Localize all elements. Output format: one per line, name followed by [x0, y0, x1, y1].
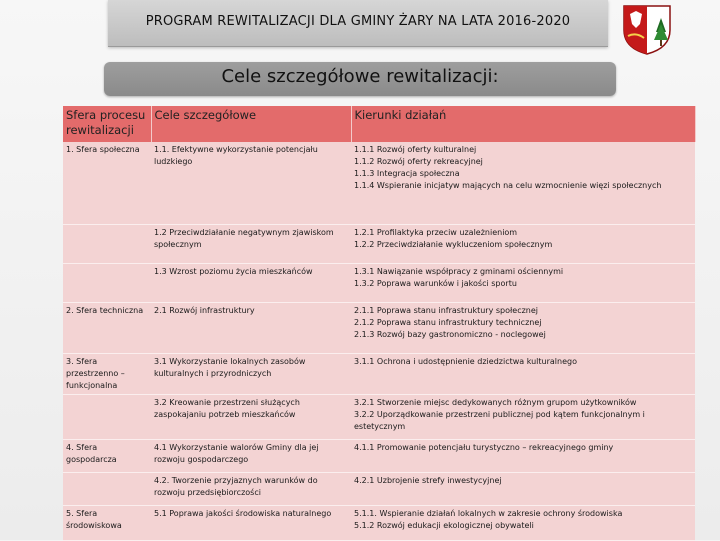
- sphere-label: 4. Sfera gospodarcza: [66, 443, 117, 464]
- sphere-cell-empty: [63, 395, 151, 440]
- action-item: 1.1.3 Integracja społeczna: [354, 169, 460, 178]
- actions-cell: [351, 142, 695, 225]
- action-item: 2.1.3 Rozwój bazy gastronomiczno - noclegowej: [354, 330, 546, 339]
- goal-cell: [151, 225, 351, 264]
- action-item: 5.1.2 Rozwój edukacji ekologicznej obywateli: [354, 521, 534, 530]
- subtitle: Cele szczegółowe rewitalizacji:: [221, 66, 499, 87]
- goal-cell: [151, 440, 351, 473]
- actions-cell: [351, 395, 695, 440]
- goal-cell: [151, 506, 351, 541]
- actions-cell: [351, 264, 695, 303]
- sphere-cell: [63, 440, 151, 473]
- actions-cell: [351, 506, 695, 541]
- action-item: 3.2.2 Uporządkowanie przestrzeni publicznej pod kątem funkcjonalnym i estetycznym: [354, 410, 645, 431]
- action-item: 1.1.4 Wspieranie inicjatyw mających na celu wzmocnienie więzi społecznych: [354, 181, 662, 190]
- actions-cell: [351, 440, 695, 473]
- table-row: [63, 506, 695, 541]
- sphere-cell-empty: [63, 473, 151, 506]
- sphere-cell: [63, 303, 151, 354]
- page-title: PROGRAM REWITALIZACJI DLA GMINY ŻARY NA LATA 2016-2020: [145, 14, 571, 29]
- action-item: 2.1.2 Poprawa stanu infrastruktury technicznej: [354, 318, 542, 327]
- goal-label: 1.2 Przeciwdziałanie negatywnym zjawiskom społecznym: [154, 228, 334, 249]
- sphere-label: 2. Sfera techniczna: [66, 306, 144, 315]
- actions-cell: [351, 354, 695, 395]
- goal-cell: [151, 264, 351, 303]
- goal-label: 4.2. Tworzenie przyjaznych warunków do rozwoju przedsiębiorczości: [154, 476, 318, 497]
- goal-label: 1.3 Wzrost poziomu życia mieszkańców: [154, 267, 313, 276]
- sphere-cell: [63, 506, 151, 541]
- table-row: [63, 303, 695, 354]
- sphere-cell-empty: [63, 264, 151, 303]
- action-item: 1.3.2 Poprawa warunków i jakości sportu: [354, 279, 517, 288]
- action-item: 2.1.1 Poprawa stanu infrastruktury społecznej: [354, 306, 538, 315]
- column-header-sphere: Sfera procesu rewitalizacji: [63, 106, 151, 142]
- action-item: 5.1.1. Wspieranie działań lokalnych w zakresie ochrony środowiska: [354, 509, 623, 518]
- goal-label: 4.1 Wykorzystanie walorów Gminy dla jej rozwoju gospodarczego: [154, 443, 319, 464]
- goals-table: [63, 106, 696, 541]
- action-item: 1.2.2 Przeciwdziałanie wykluczeniom społecznym: [354, 240, 553, 249]
- sphere-label: 5. Sfera środowiskowa: [66, 509, 122, 530]
- sphere-cell: [63, 142, 151, 225]
- goal-label: 3.1 Wykorzystanie lokalnych zasobów kulturalnych i przyrodniczych: [154, 357, 306, 378]
- column-header-actions: Kierunki działań: [351, 106, 695, 142]
- action-item: 1.2.1 Profilaktyka przeciw uzależnieniom: [354, 228, 518, 237]
- table-header-row: [63, 106, 695, 142]
- table-row: [63, 354, 695, 395]
- table-row: [63, 440, 695, 473]
- action-item: 3.1.1 Ochrona i udostępnienie dziedzictwa kulturalnego: [354, 357, 577, 366]
- table-row: [63, 473, 695, 506]
- goal-cell: [151, 303, 351, 354]
- goal-cell: [151, 142, 351, 225]
- sphere-cell-empty: [63, 225, 151, 264]
- goal-label: 1.1. Efektywne wykorzystanie potencjału ludzkiego: [154, 145, 318, 166]
- action-item: 1.3.1 Nawiązanie współpracy z gminami ościennymi: [354, 267, 564, 276]
- goal-cell: [151, 395, 351, 440]
- header-bar: [108, 0, 608, 47]
- coat-of-arms-icon: [616, 2, 678, 56]
- sphere-cell: [63, 354, 151, 395]
- table-row: [63, 395, 695, 440]
- action-item: 1.1.2 Rozwój oferty rekreacyjnej: [354, 157, 483, 166]
- actions-cell: [351, 473, 695, 506]
- subtitle-banner: [104, 62, 616, 96]
- goal-label: 3.2 Kreowanie przestrzeni służących zaspokajaniu potrzeb mieszkańców: [154, 398, 300, 419]
- actions-cell: [351, 303, 695, 354]
- goal-cell: [151, 473, 351, 506]
- table-row: [63, 142, 695, 225]
- sphere-label: 1. Sfera społeczna: [66, 145, 140, 154]
- goal-label: 2.1 Rozwój infrastruktury: [154, 306, 255, 315]
- action-item: 1.1.1 Rozwój oferty kulturalnej: [354, 145, 477, 154]
- sphere-label: 3. Sfera przestrzenno – funkcjonalna: [66, 357, 125, 390]
- actions-cell: [351, 225, 695, 264]
- goal-label: 5.1 Poprawa jakości środowiska naturalnego: [154, 509, 332, 518]
- table-row: [63, 264, 695, 303]
- table-row: [63, 225, 695, 264]
- goal-cell: [151, 354, 351, 395]
- column-header-goals: Cele szczegółowe: [151, 106, 351, 142]
- action-item: 4.1.1 Promowanie potencjału turystyczno – rekreacyjnego gminy: [354, 443, 614, 452]
- action-item: 4.2.1 Uzbrojenie strefy inwestycyjnej: [354, 476, 502, 485]
- action-item: 3.2.1 Stworzenie miejsc dedykowanych różnym grupom użytkowników: [354, 398, 637, 407]
